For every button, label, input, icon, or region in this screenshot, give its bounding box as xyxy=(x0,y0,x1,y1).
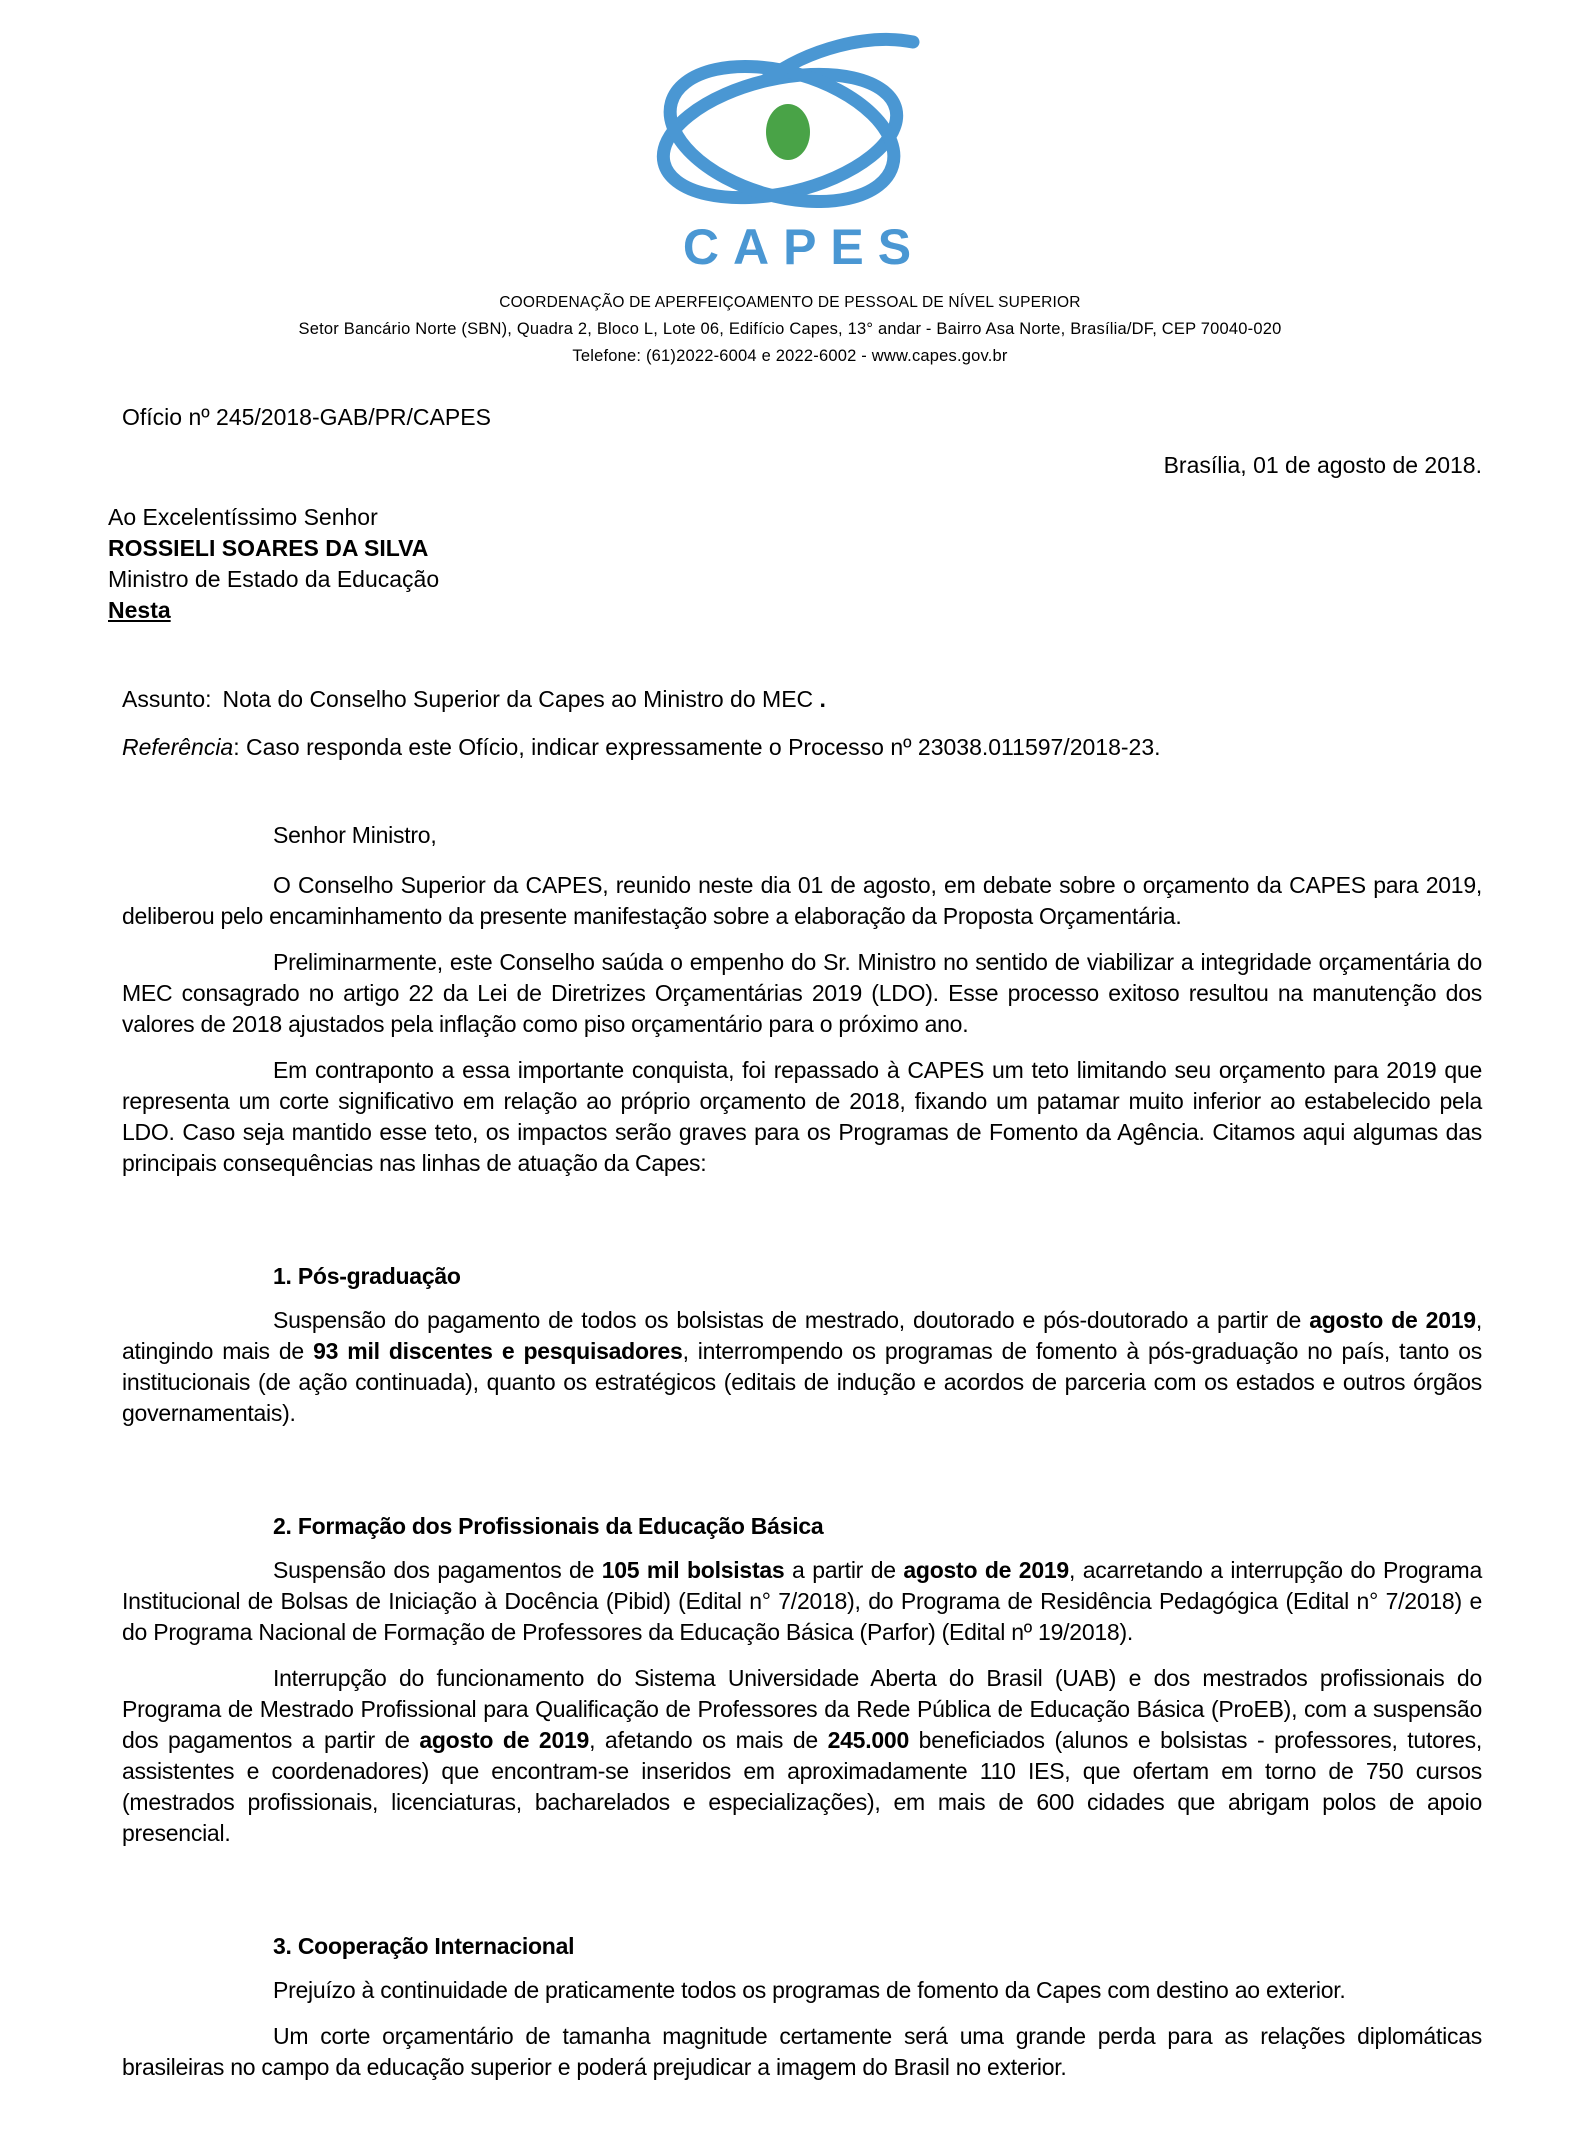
reference-text: : Caso responda este Ofício, indicar expressamente o Processo nº 23038.011597/2018-23. xyxy=(233,734,1161,760)
org-phone: Telefone: (61)2022-6004 e 2022-6002 - www.capes.gov.br xyxy=(572,347,1008,365)
paragraph: Em contraponto a essa importante conquista, foi repassado à CAPES um teto limitando seu orçamento para 2019 que representa um corte significativo em relação ao próprio orçamento de 2018, fixando um patamar muito inferior ao estabelecido pela LDO. Caso seja mantido esse teto, os impactos serão graves para os Programas de Fomento da Agência. Citamos aqui algumas das principais consequências nas linhas de atuação da Capes: xyxy=(122,1057,1482,1176)
recipient-block xyxy=(108,502,439,626)
section-heading: 2. Formação dos Profissionais da Educação Básica xyxy=(273,1513,824,1539)
oficio-number: Ofício nº 245/2018-GAB/PR/CAPES xyxy=(122,404,491,430)
org-name: COORDENAÇÃO DE APERFEIÇOAMENTO DE PESSOAL DE NÍVEL SUPERIOR xyxy=(499,294,1081,311)
paragraph: Prejuízo à continuidade de praticamente todos os programas de fomento da Capes com destino ao exterior. xyxy=(273,1977,1346,2003)
subject-line xyxy=(122,686,826,713)
subject-label: Assunto: xyxy=(122,686,212,712)
paragraph: Suspensão dos pagamentos de 105 mil bolsistas a partir de agosto de 2019, acarretando a interrupção do Programa Institucional de Bolsas de Iniciação à Docência (Pibid) (Edital n° 7/2018), do Programa de Residência Pedagógica (Edital n° 7/2018) e do Programa Nacional de Formação de Professores da Educação Básica (Parfor) (Edital nº 19/2018). xyxy=(122,1557,1482,1645)
logo-green-dot xyxy=(766,104,810,160)
recipient-name: ROSSIELI SOARES DA SILVA xyxy=(108,535,429,561)
capes-wordmark: CAPES xyxy=(682,219,926,275)
capes-logo-icon xyxy=(630,26,930,208)
org-address: Setor Bancário Norte (SBN), Quadra 2, Bloco L, Lote 06, Edifício Capes, 13° andar - Bairro Asa Norte, Brasília/DF, CEP 70040-020 xyxy=(298,320,1282,338)
subject-text: Nota do Conselho Superior da Capes ao Ministro do MEC xyxy=(222,686,814,712)
salutation: Senhor Ministro, xyxy=(273,822,437,848)
paragraph: Um corte orçamentário de tamanha magnitude certamente será uma grande perda para as relações diplomáticas brasileiras no campo da educação superior e poderá prejudicar a imagem do Brasil no exterior. xyxy=(122,2023,1482,2080)
reference-line xyxy=(122,734,1161,761)
recipient-role: Ministro de Estado da Educação xyxy=(108,566,440,592)
body-blocks xyxy=(122,870,1482,2083)
recipient-place: Nesta xyxy=(108,597,171,623)
letter-body xyxy=(122,820,1482,2098)
reference-label: Referência xyxy=(122,734,234,760)
date-line: Brasília, 01 de agosto de 2018. xyxy=(1163,452,1482,478)
paragraph: Suspensão do pagamento de todos os bolsistas de mestrado, doutorado e pós-doutorado a partir de agosto de 2019, atingindo mais de 93 mil discentes e pesquisadores, interrompendo os programas de fomento à pós-graduação no país, tanto os institucionais (de ação continuada), quanto os estratégicos (editais de indução e acordos de parceria com os estados e outros órgãos governamentais). xyxy=(122,1307,1482,1426)
section-heading: 3. Cooperação Internacional xyxy=(273,1933,575,1959)
section-heading: 1. Pós-graduação xyxy=(273,1263,461,1289)
paragraph: Preliminarmente, este Conselho saúda o empenho do Sr. Ministro no sentido de viabilizar a integridade orçamentária do MEC consagrado no artigo 22 da Lei de Diretrizes Orçamentárias 2019 (LDO). Esse processo exitoso resultou na manutenção dos valores de 2018 ajustados pela inflação como piso orçamentário para o próximo ano. xyxy=(122,949,1482,1037)
paragraph: Interrupção do funcionamento do Sistema Universidade Aberta do Brasil (UAB) e dos mestrados profissionais do Programa de Mestrado Profissional para Qualificação de Professores da Rede Pública de Educação Básica (ProEB), com a suspensão dos pagamentos a partir de agosto de 2019, afetando os mais de 245.000 beneficiados (alunos e bolsistas - professores, tutores, assistentes e coordenadores) que encontram-se inseridos em aproximadamente 110 IES, que ofertam em torno de 750 cursos (mestrados profissionais, licenciaturas, bacharelados e especializações), em mais de 600 cidades que abrigam polos de apoio presencial. xyxy=(122,1665,1482,1846)
paragraph: O Conselho Superior da CAPES, reunido neste dia 01 de agosto, em debate sobre o orçamento da CAPES para 2019, deliberou pelo encaminhamento da presente manifestação sobre a elaboração da Proposta Orçamentária. xyxy=(122,872,1482,929)
subject-period: . xyxy=(813,686,826,712)
recipient-salutation-line: Ao Excelentíssimo Senhor xyxy=(108,504,378,530)
